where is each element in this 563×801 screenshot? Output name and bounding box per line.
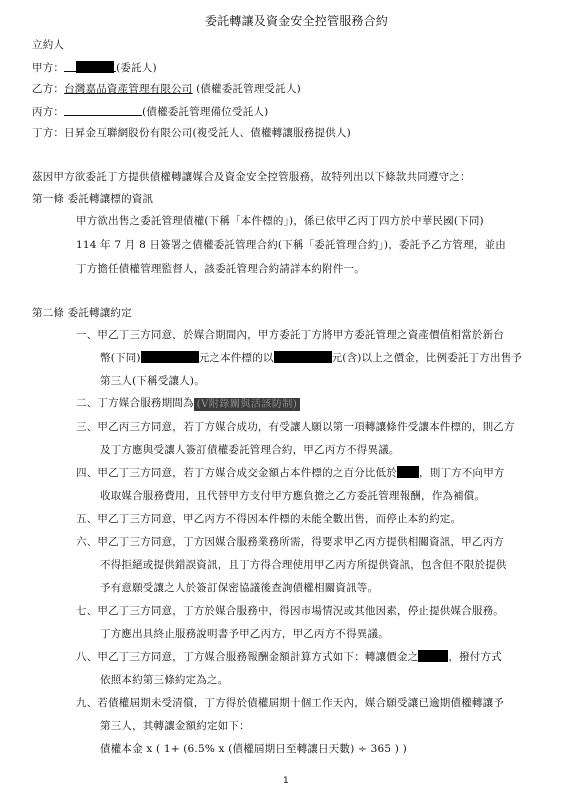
party-c-blank bbox=[64, 104, 142, 116]
watermark-overlay: (V附錄關與活該防制) bbox=[194, 398, 301, 411]
party-c-role: (債權委託管理備位受託人) bbox=[142, 106, 269, 118]
party-d-line bbox=[32, 126, 351, 140]
party-d-text: 日昇金互聯網股份有限公司(複受託人、債權轉讓服務提供人) bbox=[64, 127, 351, 139]
party-d-label: 丁方： bbox=[32, 127, 65, 139]
price-redaction bbox=[274, 351, 332, 363]
article2-item6-line: 不得拒絕或提供錯誤資訊，且丁方得合理使用甲乙丙方所提供資訊，包含但不限於提供 bbox=[100, 559, 507, 571]
article2-item1-line: 幣(下同) 元之本件標的以 元(含)以上之價金，比例委託丁方出售予 bbox=[100, 352, 523, 364]
party-a-redaction bbox=[76, 61, 114, 73]
article2-item8-line: 八、甲乙丁三方同意，丁方媒合服務報酬金額計算方式如下：轉讓價金之 ，撥付方式 bbox=[76, 651, 502, 663]
article2-item5-line: 五、甲乙丁三方同意，甲乙丙方不得因本件標的未能全數出售，而停止本約約定。 bbox=[76, 513, 462, 525]
percent-redaction bbox=[397, 466, 419, 478]
page-number: 1 bbox=[283, 776, 289, 786]
article2-item3-line: 及丁方應與受讓人簽訂債權委託管理合約，甲乙丙方不得異議。 bbox=[100, 444, 400, 456]
fee-redaction bbox=[418, 650, 448, 662]
party-a-label: 甲方： bbox=[32, 62, 65, 74]
article2-item8-line: 依照本約第三條約定為之。 bbox=[100, 674, 229, 686]
amount-redaction bbox=[141, 351, 199, 363]
article1-para-line: 甲方欲出售之委託管理債權(下稱「本件標的」)，係已依甲乙丙丁四方於中華民國(下同) bbox=[76, 215, 484, 227]
party-a-role: (委託人) bbox=[116, 62, 157, 74]
article1-para-line: 丁方擔任債權管理監督人，該委託管理合約請詳本約附件一。 bbox=[76, 263, 365, 275]
party-b-label: 乙方： bbox=[32, 83, 65, 95]
party-a-blank bbox=[64, 60, 76, 72]
article2-item3-line: 三、甲乙丙三方同意，若丁方媒合成功，有受讓人願以第一項轉讓條件受讓本件標的，則乙方 bbox=[76, 421, 515, 433]
article2-item9-line: 第三人，其轉讓金額約定如下： bbox=[100, 720, 250, 732]
preamble: 茲因甲方欲委託丁方提供債權轉讓媒合及資金安全控管服務，故特列出以下條款共同遵守之： bbox=[32, 171, 471, 183]
party-c-label: 丙方： bbox=[32, 106, 65, 118]
article2-item6-line: 予有意願受讓之人於簽訂保密協議後查詢債權相關資訊等。 bbox=[100, 582, 379, 594]
party-b-name: 台灣嘉品資產管理有限公司 bbox=[64, 83, 193, 95]
article2-item1-line: 一、甲乙丁三方同意，於媒合期間內，甲方委託丁方將甲方委託管理之資產價值相當於新台 bbox=[76, 329, 504, 341]
article2-item1-line: 第三人(下稱受讓人)。 bbox=[100, 375, 205, 387]
article2-item2-line: 二、丁方媒合服務期間為 (V附錄關與活該防制) bbox=[76, 396, 300, 411]
party-c-line bbox=[32, 104, 268, 119]
article1-heading: 第一條 委託轉讓標的資訊 bbox=[32, 193, 154, 205]
article2-item9-line: 九、若債權屆期未受清償，丁方得於債權屆期十個工作天內，媒合願受讓已逾期債權轉讓予 bbox=[76, 697, 504, 709]
parties-heading: 立約人 bbox=[32, 39, 65, 51]
party-a-line bbox=[32, 60, 157, 75]
article2-item7-line: 丁方應出具終止服務說明書予甲乙丙方，甲乙丙方不得異議。 bbox=[100, 628, 389, 640]
transfer-formula: 債權本金 x ( 1+ (6.5% x (債權屆期日至轉讓日天數) ÷ 365 ) ) bbox=[100, 743, 407, 755]
article2-heading: 第二條 委託轉讓約定 bbox=[32, 307, 132, 319]
party-b-line bbox=[32, 82, 301, 96]
article2-item4-line: 四、甲乙丁三方同意，若丁方媒合成交金額占本件標的之百分比低於 ，則丁方不向甲方 bbox=[76, 467, 505, 479]
article2-item6-line: 六、甲乙丁三方同意，丁方因媒合服務業務所需，得要求甲乙丙方提供相關資訊，甲乙丙方 bbox=[76, 536, 504, 548]
contract-title: 委託轉讓及資金安全控管服務合約 bbox=[205, 14, 389, 28]
article2-item4-line: 收取媒合服務費用，且代替甲方支付甲方應負擔之乙方委託管理報酬，作為補償。 bbox=[100, 490, 486, 502]
article2-item7-line: 七、甲乙丁三方同意，丁方於媒合服務中，得因市場情況或其他因素，停止提供媒合服務。 bbox=[76, 605, 504, 617]
party-b-role: (債權委託管理受託人) bbox=[196, 83, 301, 95]
article1-para-line: 114 年 7 月 8 日簽署之債權委託管理合約(下稱「委託管理合約」)，委託予乙方管理，並由 bbox=[76, 239, 506, 251]
